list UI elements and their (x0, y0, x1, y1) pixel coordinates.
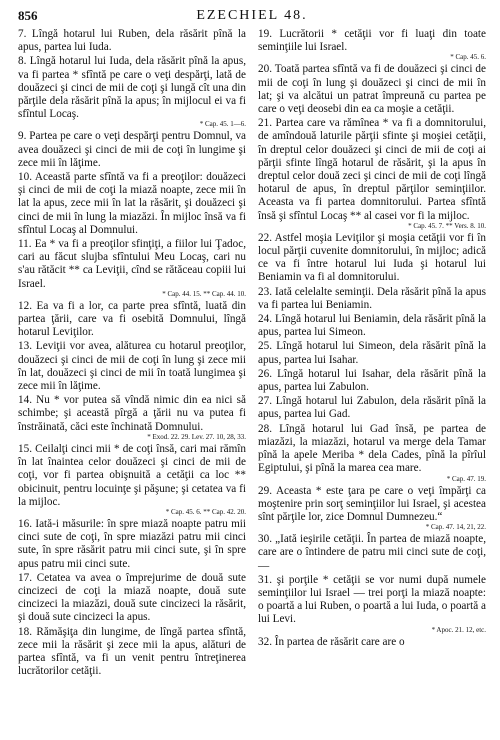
verse-number: 24. (258, 313, 272, 326)
verse-text: Lîngă hotarul lui Ruben, dela răsărit pînă la apus, partea lui Iuda. (18, 28, 246, 54)
verse-text: „Iată ieşirile cetăţii. În partea de miază noapte, care are o întindere de patru mii cinci sute de coţi, — (258, 533, 487, 572)
verse-number: 21. (258, 117, 272, 130)
cross-reference: * Cap. 47. 14, 21, 22. (425, 523, 486, 532)
verse-text: Lîngă hotarul lui Zabulon, dela răsărit pînă la apus, partea lui Gad. (258, 395, 486, 421)
verse-text: Leviţii vor avea, alăturea cu hotarul preoţilor, douăzeci şi cinci de mii de coţi în lung şi zece mii în lat, douăzeci şi cinci de mii în toată lungimea şi zece mii în lăţime. (18, 340, 247, 393)
verse-number: 14. (18, 394, 32, 407)
verse-text: Iată celelalte seminţii. Dela răsărit pînă la apus va fi partea lui Beniamin. (258, 285, 486, 311)
verse-number: 8. (18, 55, 27, 68)
verse-text: Ceilalţi cinci mii * de coţi însă, cari mai rămîn în lat înaintea celor douăzeci şi cinci de mii de coţi, vor fi partea obişnuită a cetăţii ca loc ** obicinuit, pentru locuinţe şi păşune; şi cetatea va fi la mijloc. (18, 442, 246, 508)
verse-text: Toată partea sfîntă va fi de douăzeci şi cinci de mii de coţi în lung şi douăzeci şi cinci de mii în lat; şi va alcătui un patrat împreună cu partea pe care o veţi deosebi din ea ca moşie a cetăţii. (258, 63, 486, 116)
verse-text: Lucrătorii * cetăţii vor fi luaţi din toate seminţiile lui Israel. (258, 28, 486, 54)
verse-text: Aceasta * este ţara pe care o veţi împărţi ca moştenire prin sorţ seminţiilor lui Israel, şi acestea sînt părţile lor, zice Domnul Dumnezeu.“ (258, 484, 486, 523)
verse-number: 19. (258, 28, 272, 40)
verse-number: 28. (258, 422, 272, 435)
verse-number: 25. (258, 340, 272, 353)
verse (258, 533, 486, 573)
verse (258, 423, 486, 484)
verse-text: Nu * vor putea să vîndă nimic din ea nici să schimbe; şi această pîrgă a ţării nu va putea fi înstrăinată, căci este închinată Domnului. (18, 394, 246, 433)
verse (258, 232, 486, 285)
cross-reference: * Cap. 47. 19. (446, 474, 486, 483)
cross-reference: * Exod. 22. 29. Lev. 27. 10, 28, 33. (147, 432, 246, 441)
verse-text: Lîngă hotarul lui Simeon, dela răsărit pînă la apus, partea lui Isahar. (258, 340, 487, 366)
verse (18, 28, 246, 54)
page-number: 856 (18, 8, 38, 23)
verse-text: Lîngă hotarul lui Gad însă, pe partea de miazăzi, la miazăzi, hotarul va merge dela Tamar pînă la apele Meriba * dela Cades, pînă la pîrîul Egiptului, şi pînă la marea cea mare. (258, 422, 487, 475)
left-column (18, 28, 246, 679)
verse-number: 23. (258, 285, 272, 298)
verse-number: 12. (18, 299, 32, 312)
verse-number: 31. (258, 573, 272, 586)
verse (18, 443, 246, 517)
verse (18, 300, 246, 340)
verse-number: 30. (258, 533, 272, 546)
verse (18, 171, 246, 237)
verse (18, 394, 246, 442)
verse-number: 13. (18, 340, 32, 353)
verse (18, 518, 246, 571)
verse-text: În partea de răsărit care are o (274, 635, 405, 648)
verse (258, 340, 486, 366)
verse-number: 18. (18, 625, 32, 638)
verse-number: 15. (18, 442, 32, 455)
verse (258, 63, 486, 116)
verse-text: Lîngă hotarul lui Isahar, dela răsărit pînă la apus, partea lui Zabulon. (258, 367, 486, 394)
cross-reference: * Cap. 45. 6. (450, 53, 486, 62)
cross-reference: * Cap. 45. 1—6. (199, 120, 246, 129)
right-column (258, 28, 486, 679)
verse (258, 395, 486, 421)
verse (258, 485, 486, 533)
verse-number: 10. (18, 171, 32, 184)
verse (258, 368, 486, 394)
verse-text: Iată-i măsurile: în spre miază noapte patru mii cinci sute de coţi, în spre miazăzi patru mii cinci sute, în spre răsărit patru mii cinci sute, şi în spre apus patru mii cinci sute. (18, 517, 246, 570)
verse-number: 27. (258, 395, 272, 408)
verse-number: 32. (258, 635, 272, 648)
verse (258, 636, 486, 649)
verse-text: Această parte sfîntă va fi a preoţilor: douăzeci şi cinci de mii de coţi la miază noapte, zece mii în lat la apus, zece mii în lat la răsărit, şi douăzeci şi cinci de mii în lung la miazăzi. În mijloc însă va fi sfîntul Locaş al Domnului. (18, 171, 246, 236)
verse-text: Rămăşiţa din lungime, de lîngă partea sfîntă, zece mii la răsărit şi zece mii la apus, alături de partea sfîntă, va fi un venit pentru întreţinerea lucrătorilor cetăţii. (18, 625, 246, 678)
verse-text: Partea care va rămînea * va fi a domnitorului, de amîndouă laturile părţii sfinte şi moşiei cetăţii, în dreptul celor douăzeci şi cinci de mii de coţi ai părţii sfinte lîngă hotarul de răsărit, şi la apus în dreptul celor două zeci şi cinci de mii de coţi lîngă hotarul de apus, în dreptul părţilor seminţiilor. Aceasta va fi partea domnitorului. Partea sfîntă însă şi sfîntul Locaş ** al casei vor fi la mijloc. (258, 117, 487, 222)
verse (258, 574, 486, 635)
verse-text: Lîngă hotarul lui Beniamin, dela răsărit pînă la apus, partea lui Simeon. (258, 313, 487, 339)
verse (18, 572, 246, 625)
verse-number: 9. (18, 130, 27, 143)
verse (258, 117, 486, 231)
cross-reference: * Cap. 44. 15. ** Cap. 44. 10. (162, 289, 246, 298)
verse-text: Cetatea va avea o împrejurime de două sute cincizeci de coţi la miază noapte, două sute cincizeci la miazăzi, două sute cincizeci la răsărit, şi două sute cincizeci la apus. (18, 571, 247, 624)
page-header (18, 6, 486, 28)
verse-number: 11. (18, 238, 32, 251)
verse-number: 7. (18, 28, 27, 40)
verse-number: 29. (258, 484, 272, 497)
verse-text: Partea pe care o veţi despărţi pentru Domnul, va avea douăzeci şi cinci de mii de coţi în lungime şi zece mii în lăţime. (18, 130, 247, 169)
verse-number: 22. (258, 231, 272, 244)
verse-text: Ea va fi a lor, ca parte prea sfîntă, luată din partea ţării, care va fi osebită Domnului, lîngă hotarul Leviţilor. (18, 299, 246, 339)
verse-text: şi porţile * cetăţii se vor numi după numele seminţiilor lui Israel — trei porţi la miază noapte: o poartă a lui Ruben, o poartă a lui Iuda, o poartă a lui Levi. (258, 573, 487, 626)
verse (18, 55, 246, 129)
verse (258, 313, 486, 339)
verse (258, 286, 486, 312)
verse (18, 340, 246, 393)
verse (258, 28, 486, 62)
verse-number: 16. (18, 517, 32, 530)
verse-number: 20. (258, 63, 272, 76)
verse-text: Lîngă hotarul lui Iuda, dela răsărit pînă la apus, va fi partea * sfîntă pe care o veţi despărţi, lată de douăzeci şi cinci de mii de coţi şi lungă cît una din părţile dela răsărit pînă la apus; în mijlocul ei va fi sfîntul Locaş. (18, 55, 247, 121)
running-head: EZECHIEL 48. (196, 8, 308, 23)
verse-text: Ea * va fi a preoţilor sfinţiţi, a fiilor lui Ţadoc, cari au făcut slujba sfîntului Meu Locaş, cari nu s'au rătăcit ** ca Leviţii, cînd se rătăceau copiii lui Israel. (18, 238, 247, 290)
cross-reference: * Cap. 45. 6. ** Cap. 42. 20. (165, 507, 246, 516)
text-columns (18, 28, 486, 679)
verse (18, 238, 246, 299)
verse (18, 626, 246, 679)
cross-reference: * Apoc. 21. 12, etc. (431, 625, 486, 634)
verse (18, 130, 246, 170)
cross-reference: * Cap. 45. 7. ** Vers. 8. 10. (408, 221, 486, 230)
verse-number: 17. (18, 571, 32, 584)
verse-number: 26. (258, 367, 272, 380)
verse-text: Astfel moşia Leviţilor şi moşia cetăţii vor fi în locul părţii cuvenite domnitorului, în mijloc; adică ce va fi între hotarul lui Iuda şi hotarul lui Beniamin va fi al domnitorului. (258, 231, 486, 284)
